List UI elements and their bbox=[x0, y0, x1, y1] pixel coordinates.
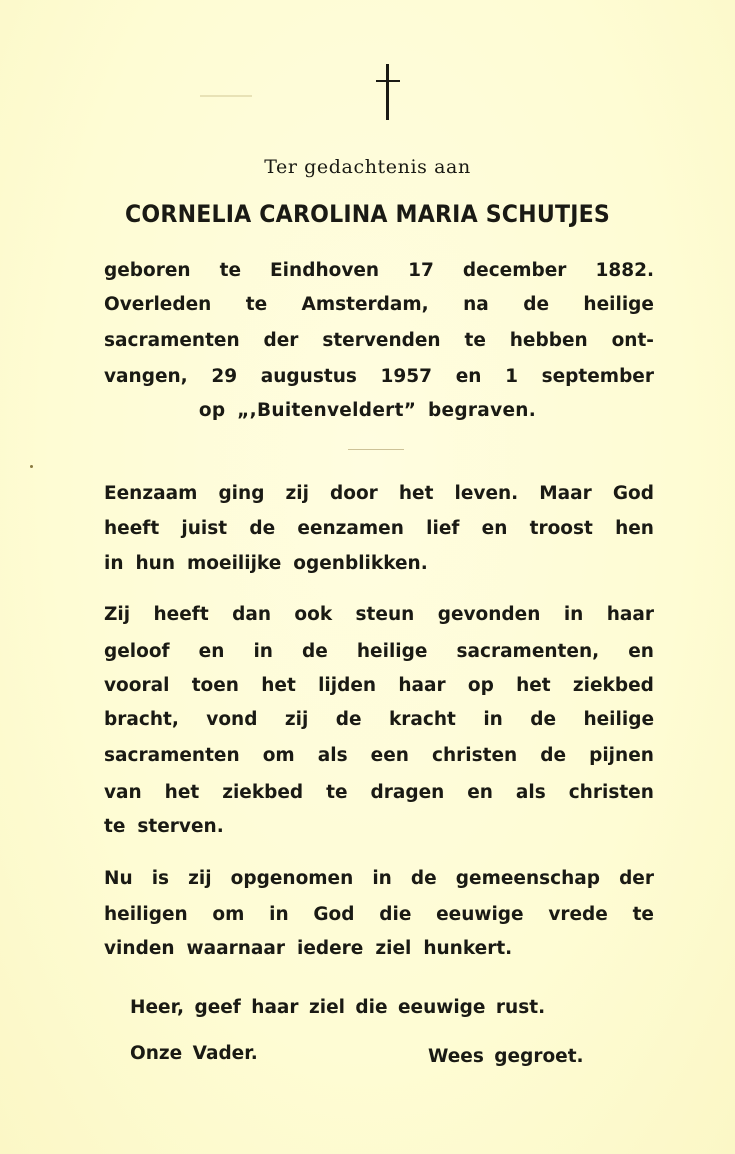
word: om bbox=[212, 904, 245, 925]
word: juist bbox=[181, 518, 228, 539]
word: lief bbox=[426, 518, 460, 539]
word: te bbox=[632, 904, 654, 925]
word: augustus bbox=[260, 366, 357, 387]
closing-our-father: Onze Vader. bbox=[130, 1043, 258, 1064]
word: en bbox=[198, 641, 225, 662]
divider bbox=[348, 449, 404, 450]
word: vrede bbox=[548, 904, 608, 925]
word: 17 bbox=[408, 260, 434, 281]
paragraph2-line bbox=[104, 782, 654, 803]
word: vooral bbox=[104, 675, 170, 696]
word: waarnaar bbox=[186, 938, 285, 959]
paragraph3-line bbox=[104, 904, 654, 925]
word: Zij bbox=[104, 604, 131, 625]
word: ziel bbox=[375, 938, 412, 959]
word: zij bbox=[285, 483, 309, 504]
word: de bbox=[335, 709, 362, 730]
bio-line bbox=[104, 294, 654, 315]
word: het bbox=[164, 782, 200, 803]
paragraph3-line bbox=[104, 938, 654, 959]
word: eenzamen bbox=[297, 518, 404, 539]
word: en bbox=[481, 518, 508, 539]
word: 1 bbox=[505, 366, 518, 387]
word: de bbox=[249, 518, 276, 539]
word: heeft bbox=[104, 518, 160, 539]
word: als bbox=[515, 782, 546, 803]
paragraph2-line bbox=[104, 709, 654, 730]
paragraph1-line bbox=[104, 553, 654, 574]
word: vinden bbox=[104, 938, 175, 959]
paragraph1-line bbox=[104, 483, 654, 504]
word: als bbox=[317, 745, 348, 766]
word: de bbox=[410, 868, 437, 889]
word: en bbox=[455, 366, 482, 387]
word: ook bbox=[294, 604, 333, 625]
word: der bbox=[619, 868, 654, 889]
word: Overleden bbox=[104, 294, 212, 315]
word: september bbox=[541, 366, 654, 387]
word: in bbox=[253, 641, 273, 662]
intro-text: Ter gedachtenis aan bbox=[264, 156, 471, 178]
word: ont- bbox=[611, 330, 654, 351]
word: toen bbox=[191, 675, 239, 696]
word: hunkert. bbox=[423, 938, 513, 959]
word: in bbox=[269, 904, 289, 925]
word: de bbox=[523, 294, 549, 315]
word: van bbox=[104, 782, 142, 803]
word: Eindhoven bbox=[270, 260, 380, 281]
word: en bbox=[467, 782, 493, 803]
word: hun bbox=[135, 553, 176, 574]
word: sacramenten bbox=[104, 330, 240, 351]
word: eeuwige bbox=[436, 904, 524, 925]
word: te bbox=[245, 294, 268, 315]
paragraph2-line bbox=[104, 675, 654, 696]
deceased-name: CORNELIA CAROLINA MARIA SCHUTJES bbox=[125, 200, 610, 228]
word: te bbox=[326, 782, 348, 803]
word: en bbox=[628, 641, 654, 662]
cross-icon bbox=[376, 64, 400, 120]
word: ogenblikken. bbox=[293, 553, 428, 574]
word: zij bbox=[284, 709, 309, 730]
word: Nu bbox=[104, 868, 133, 889]
word: God bbox=[612, 483, 654, 504]
word: gevonden bbox=[437, 604, 541, 625]
word: kracht bbox=[388, 709, 456, 730]
word: vond bbox=[206, 709, 258, 730]
paper-smudge bbox=[200, 95, 252, 97]
word: heilige bbox=[356, 641, 428, 662]
word: Eenzaam bbox=[104, 483, 198, 504]
word: het bbox=[398, 483, 434, 504]
word: ziekbed bbox=[572, 675, 654, 696]
word: het bbox=[516, 675, 551, 696]
word: in bbox=[372, 868, 392, 889]
paragraph3-line bbox=[104, 868, 654, 889]
word: heilige bbox=[583, 709, 654, 730]
word: haar bbox=[398, 675, 446, 696]
word: hen bbox=[615, 518, 654, 539]
word: leven. bbox=[454, 483, 519, 504]
word: de bbox=[530, 709, 557, 730]
word: vangen, bbox=[104, 366, 188, 387]
word: iedere bbox=[296, 938, 364, 959]
paragraph2-line bbox=[104, 641, 654, 662]
word: christen bbox=[431, 745, 518, 766]
paragraph2-line bbox=[104, 745, 654, 766]
word: geloof bbox=[104, 641, 170, 662]
word: te bbox=[104, 816, 126, 837]
prayer-line: Heer, geef haar ziel die eeuwige rust. bbox=[130, 997, 546, 1018]
word: Amsterdam, bbox=[301, 294, 429, 315]
word: opgenomen bbox=[230, 868, 354, 889]
word: hebben bbox=[509, 330, 588, 351]
closing-hail-mary: Wees gegroet. bbox=[428, 1046, 584, 1067]
word: ging bbox=[218, 483, 265, 504]
bio-line: op „,Buitenveldert” begraven. bbox=[198, 400, 537, 421]
word: ziekbed bbox=[222, 782, 304, 803]
bio-line bbox=[104, 260, 654, 281]
paragraph2-line bbox=[104, 816, 654, 837]
bio-line bbox=[104, 330, 654, 351]
word: is bbox=[151, 868, 170, 889]
word: bracht, bbox=[104, 709, 179, 730]
word: sterven. bbox=[137, 816, 224, 837]
word: steun bbox=[355, 604, 415, 625]
word: lijden bbox=[318, 675, 377, 696]
word: gemeenschap bbox=[455, 868, 600, 889]
word: heiligen bbox=[104, 904, 188, 925]
word: sacramenten, bbox=[456, 641, 600, 662]
word: troost bbox=[529, 518, 593, 539]
word: na bbox=[463, 294, 489, 315]
word: 1957 bbox=[380, 366, 433, 387]
word: pijnen bbox=[589, 745, 654, 766]
word: christen bbox=[568, 782, 654, 803]
word: dan bbox=[232, 604, 271, 625]
word: de bbox=[302, 641, 328, 662]
word: te bbox=[219, 260, 242, 281]
word: om bbox=[262, 745, 295, 766]
word: Maar bbox=[539, 483, 592, 504]
word: te bbox=[464, 330, 486, 351]
word: op bbox=[467, 675, 494, 696]
word: die bbox=[379, 904, 412, 925]
word: sacramenten bbox=[104, 745, 240, 766]
word: stervenden bbox=[322, 330, 441, 351]
word: in bbox=[563, 604, 584, 625]
word: God bbox=[313, 904, 355, 925]
word: moeilijke bbox=[187, 553, 282, 574]
word: dragen bbox=[370, 782, 445, 803]
word: het bbox=[261, 675, 296, 696]
paragraph1-line bbox=[104, 518, 654, 539]
word: heilige bbox=[583, 294, 654, 315]
word: haar bbox=[606, 604, 654, 625]
word: in bbox=[104, 553, 124, 574]
bio-line bbox=[104, 366, 654, 387]
word: heeft bbox=[153, 604, 209, 625]
paragraph2-line bbox=[104, 604, 654, 625]
paper-speck bbox=[30, 465, 33, 468]
word: door bbox=[330, 483, 378, 504]
word: een bbox=[370, 745, 409, 766]
word: december bbox=[462, 260, 567, 281]
word: 29 bbox=[211, 366, 238, 387]
word: zij bbox=[188, 868, 212, 889]
word: 1882. bbox=[595, 260, 654, 281]
word: geboren bbox=[104, 260, 191, 281]
word: de bbox=[540, 745, 567, 766]
word: der bbox=[263, 330, 299, 351]
word: in bbox=[483, 709, 503, 730]
